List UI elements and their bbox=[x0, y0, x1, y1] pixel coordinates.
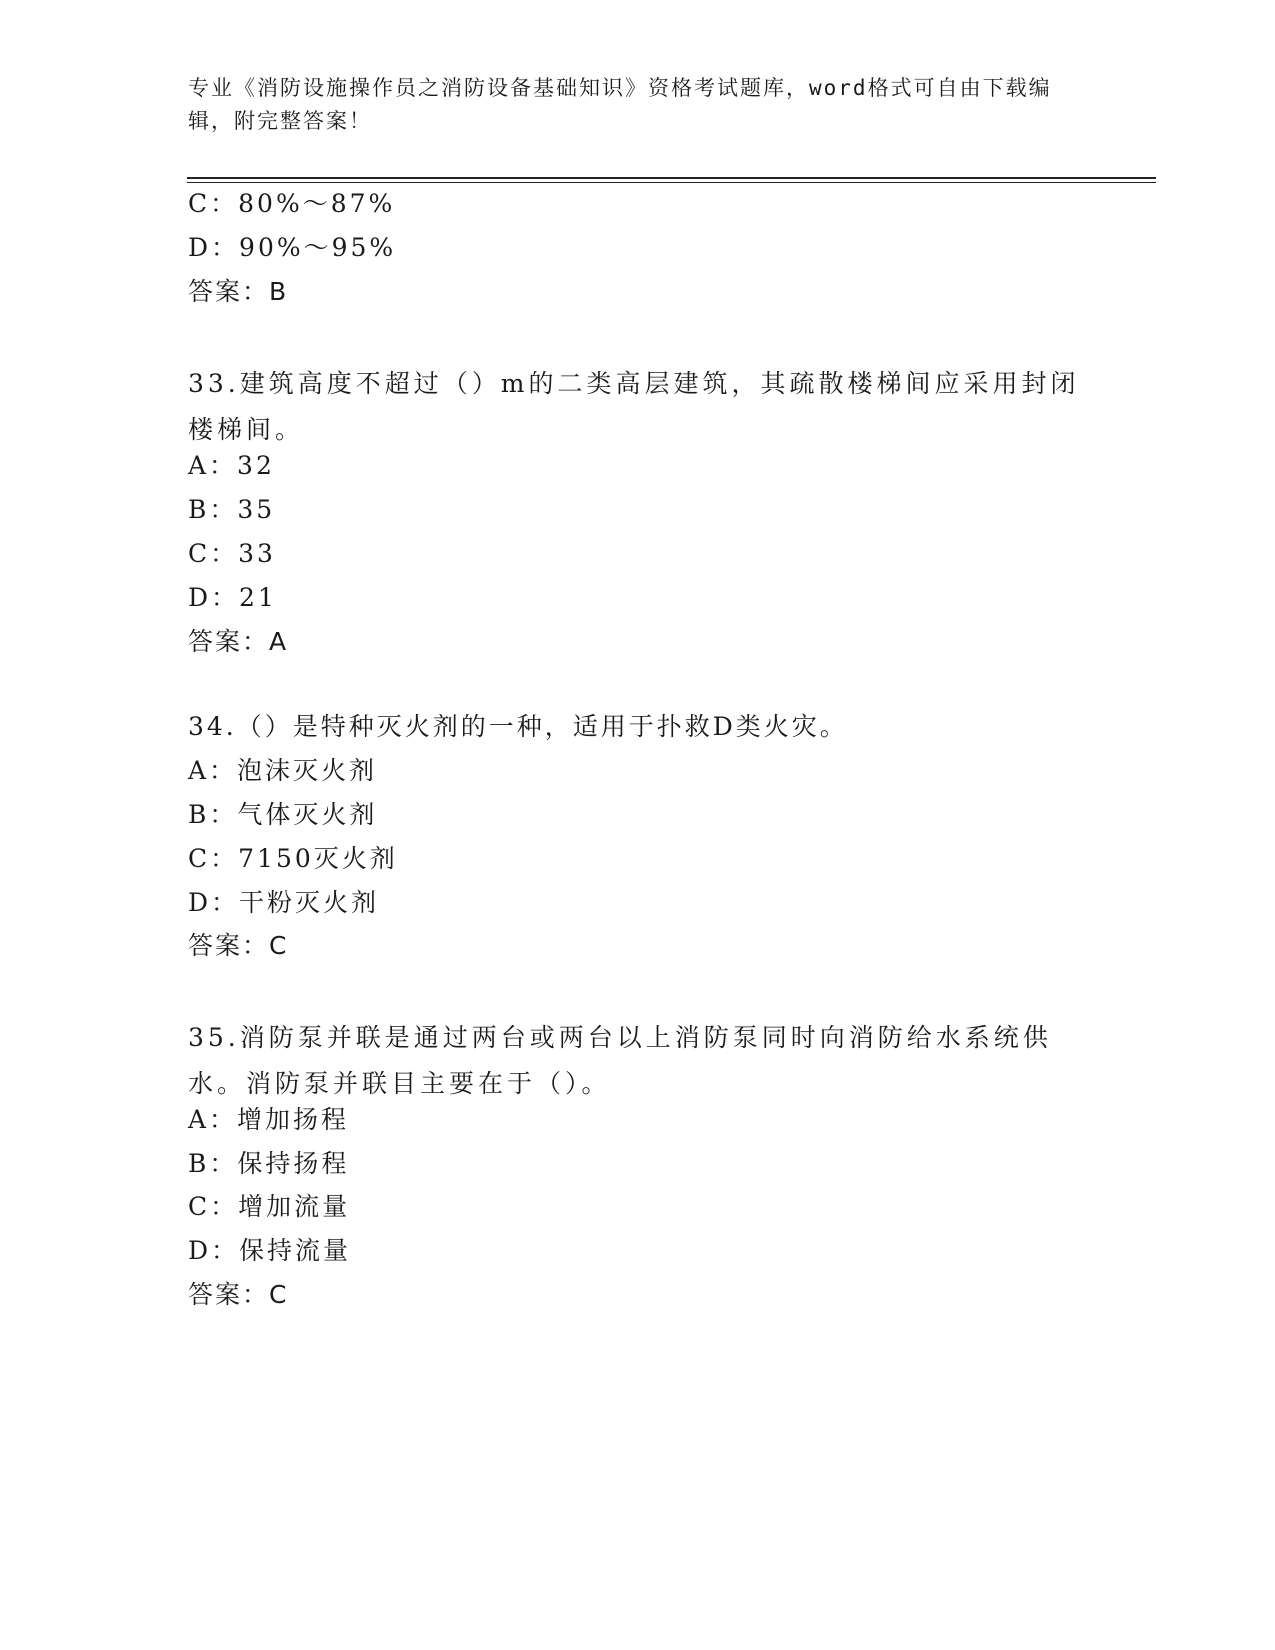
answer: 答案：C bbox=[188, 1280, 289, 1309]
option-a: A：32 bbox=[188, 451, 275, 480]
answer: 答案：C bbox=[188, 931, 289, 960]
option-b: B：35 bbox=[188, 495, 276, 524]
header-divider bbox=[187, 177, 1156, 179]
option-d: D：21 bbox=[188, 583, 277, 612]
option-a: A：泡沫灭火剂 bbox=[188, 756, 378, 785]
option-c: C：7150灭火剂 bbox=[188, 844, 398, 873]
option-a: A：增加扬程 bbox=[188, 1105, 350, 1134]
option-c: C：33 bbox=[188, 539, 276, 568]
header-divider-thin bbox=[187, 182, 1156, 183]
option-d: D：90%～95% bbox=[188, 233, 397, 262]
question-35-stem: 35.消防泵并联是通过两台或两台以上消防泵同时向消防给水系统供水。消防泵并联目主要在于（）。 bbox=[188, 1023, 1052, 1098]
option-c: C：80%～87% bbox=[188, 189, 396, 218]
option-b: B：保持扬程 bbox=[188, 1149, 350, 1178]
option-d: D：保持流量 bbox=[188, 1236, 352, 1265]
question-33-stem: 33.建筑高度不超过（）m的二类高层建筑，其疏散楼梯间应采用封闭楼梯间。 bbox=[188, 369, 1080, 444]
option-c: C：增加流量 bbox=[188, 1192, 351, 1221]
document-header: 专业《消防设施操作员之消防设备基础知识》资格考试题库，word格式可自由下载编辑，附完整答案！ bbox=[188, 76, 1052, 133]
question-34-stem: 34.（）是特种灭火剂的一种，适用于扑救D类火灾。 bbox=[188, 712, 848, 741]
option-d: D：干粉灭火剂 bbox=[188, 888, 380, 917]
answer: 答案：A bbox=[188, 627, 289, 656]
option-b: B：气体灭火剂 bbox=[188, 800, 378, 829]
answer: 答案：B bbox=[188, 277, 289, 306]
